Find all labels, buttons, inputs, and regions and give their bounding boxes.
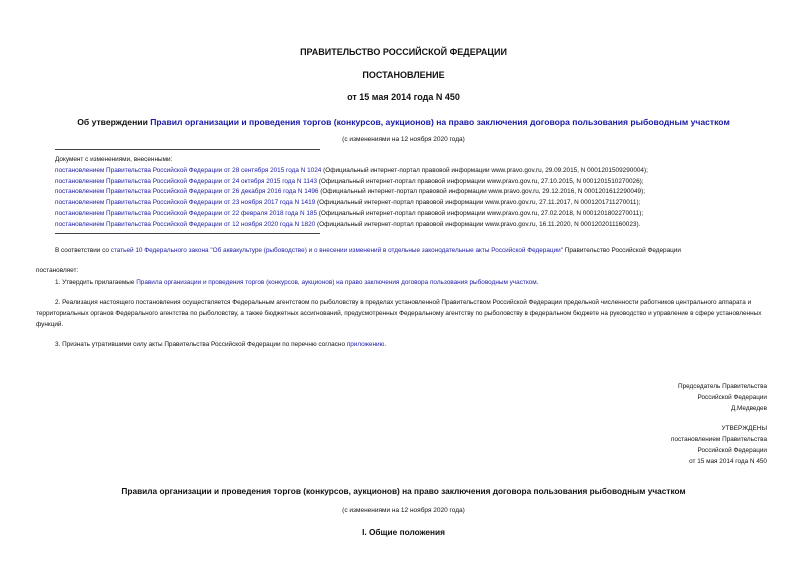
change-link[interactable]: постановлением Правительства Российской Федерации от 22 февраля 2018 года N 185 — [55, 209, 318, 217]
top-divider — [55, 149, 320, 150]
law-article-link[interactable]: статьей 10 Федерального закона "Об аквакультуре (рыбоводстве) и о внесении изменений в отдельные законодательные акты Российской Федерации" — [110, 247, 563, 254]
government-heading: ПРАВИТЕЛЬСТВО РОССИЙСКОЙ ФЕДЕРАЦИИ — [300, 47, 507, 57]
change-link[interactable]: постановлением Правительства Российской Федерации от 12 ноября 2020 года N 1820 — [55, 220, 316, 228]
section-heading: I. Общие положения — [362, 527, 445, 537]
basis-paragraph: В соответствии со статьей 10 Федерального закона "Об аквакультуре (рыбоводстве) и о внесении изменений в отдельные законодательные акты Российской Федерации" Правительство Российской Федерации — [55, 247, 681, 254]
change-item: постановлением Правительства Российской Федерации от 23 ноября 2017 года N 1419 (Официальный интернет-портал правовой информации www.pravo.gov.ru, 27.11.2017, N 0001201711270011); — [55, 199, 641, 207]
change-link[interactable]: постановлением Правительства Российской Федерации от 26 декабря 2016 года N 1496 — [55, 188, 319, 196]
doc-type-heading: ПОСТАНОВЛЕНИЕ — [362, 70, 445, 80]
amended-note: (с изменениями на 12 ноября 2020 года) — [342, 136, 465, 143]
changes-intro: Документ с изменениями, внесенными: — [55, 156, 173, 163]
title-rules-link[interactable]: Правил организации и проведения торгов (конкурсов, аукционов) на право заключения договора пользования рыбоводным участком — [150, 117, 730, 127]
document-title — [0, 117, 807, 127]
rules-link[interactable]: Правила организации и проведения торгов (конкурсов, аукционов) на право заключения договора пользования рыбоводным участком — [136, 279, 537, 286]
appendix-link[interactable]: приложению — [346, 341, 385, 348]
changes-block — [55, 155, 648, 231]
signature-block: Председатель Правительства Российской Федерации Д.Медведев — [678, 383, 767, 412]
change-link[interactable]: постановлением Правительства Российской Федерации от 23 ноября 2017 года N 1419 — [55, 199, 316, 207]
decrees-word: постановляет: — [36, 267, 79, 274]
change-link[interactable]: постановлением Правительства Российской Федерации от 28 сентября 2015 года N 1024 — [55, 166, 322, 174]
date-number-heading: от 15 мая 2014 года N 450 — [347, 92, 460, 102]
title-prefix: Об утверждении — [77, 117, 151, 127]
change-item: постановлением Правительства Российской Федерации от 28 сентября 2015 года N 1024 (Официальный интернет-портал правовой информации www.pravo.gov.ru, 29.09.2015, N 0001201509290004); — [55, 166, 648, 174]
change-link[interactable]: постановлением Правительства Российской Федерации от 24 октября 2015 года N 1143 — [55, 177, 317, 185]
rules-title: Правила организации и проведения торгов (конкурсов, аукционов) на право заключения договора пользования рыбоводным участком — [121, 486, 686, 496]
paragraph-1: 1. Утвердить прилагаемые Правила организации и проведения торгов (конкурсов, аукционов) на право заключения договора пользования рыбоводным участком. — [55, 279, 539, 286]
change-item: постановлением Правительства Российской Федерации от 12 ноября 2020 года N 1820 (Официальный интернет-портал правовой информации www.pravo.gov.ru, 16.11.2020, N 0001202011160023). — [55, 220, 641, 228]
rules-amended-note: (с изменениями на 12 ноября 2020 года) — [342, 507, 465, 514]
approved-block: УТВЕРЖДЕНЫ постановлением Правительства Российской Федерации от 15 мая 2014 года N 450 — [671, 425, 767, 465]
change-item: постановлением Правительства Российской Федерации от 24 октября 2015 года N 1143 (Официальный интернет-портал правовой информации www.pravo.gov.ru, 27.10.2015, N 0001201510270026); — [55, 177, 644, 185]
paragraph-3: 3. Признать утратившими силу акты Правительства Российской Федерации по перечню согласно приложению. — [55, 341, 387, 348]
paragraph-2: 2. Реализация настоящего постановления осуществляется Федеральным агентством по рыболовству в пределах установленной Правительством Российской Федерации предельной численности работников центрального аппарата и территориальных органов Федерального агентства по рыболовству, а также бюджетных ассигнований, предусмотренных Федеральному агентству по рыболовству в федеральном бюджете на руководство и управление в сфере установленных функций. — [36, 299, 762, 328]
change-item: постановлением Правительства Российской Федерации от 22 февраля 2018 года N 185 (Официальный интернет-портал правовой информации www.pravo.gov.ru, 27.02.2018, N 0001201802270011); — [55, 209, 644, 217]
change-item: постановлением Правительства Российской Федерации от 26 декабря 2016 года N 1496 (Официальный интернет-портал правовой информации www.pravo.gov.ru, 29.12.2016, N 0001201612290049); — [55, 188, 646, 196]
bottom-divider — [55, 233, 320, 234]
